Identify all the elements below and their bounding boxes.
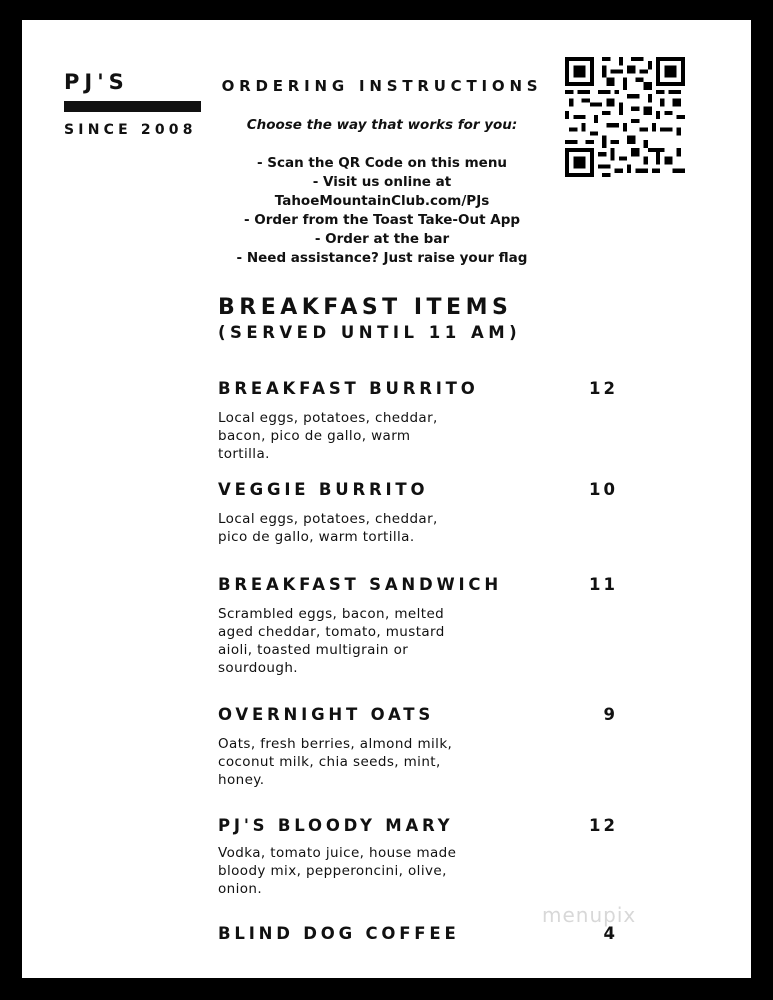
item-price: 12	[589, 379, 618, 398]
ordering-line: - Need assistance? Just raise your flag	[236, 250, 528, 266]
brand-since: SINCE 2008	[64, 122, 197, 138]
item-description: Local eggs, potatoes, cheddar, pico de gallo, warm tortilla.	[218, 511, 438, 545]
item-price: 4	[603, 924, 618, 943]
menu-item	[218, 478, 618, 546]
item-price: 12	[589, 816, 618, 835]
item-name: PJ'S BLOODY MARY	[218, 816, 454, 835]
ordering-line: - Order at the bar	[314, 231, 450, 247]
item-price: 10	[589, 480, 618, 499]
brand-name: PJ'S	[64, 70, 129, 94]
ordering-heading: ORDERING INSTRUCTIONS	[221, 77, 543, 95]
ordering-lines	[214, 154, 550, 268]
menu-page	[22, 20, 751, 978]
section-title: BREAKFAST ITEMS	[218, 295, 513, 320]
section-subtitle: (SERVED UNTIL 11 AM)	[218, 323, 522, 342]
ordering-line: - Order from the Toast Take-Out App	[243, 212, 521, 228]
item-description: Local eggs, potatoes, cheddar, bacon, pico de gallo, warm tortilla.	[218, 410, 438, 462]
ordering-subtitle: Choose the way that works for you:	[246, 117, 518, 133]
item-name: BREAKFAST BURRITO	[218, 379, 479, 398]
ordering-line[interactable]: TahoeMountainClub.com/PJs	[274, 193, 490, 209]
item-name: OVERNIGHT OATS	[218, 705, 435, 724]
brand-block	[64, 68, 201, 138]
item-price: 9	[603, 705, 618, 724]
watermark: menupix	[542, 903, 637, 927]
item-name: BLIND DOG COFFEE	[218, 924, 460, 943]
item-name: VEGGIE BURRITO	[218, 480, 429, 499]
item-description: Oats, fresh berries, almond milk, coconut milk, chia seeds, mint, honey.	[218, 736, 453, 788]
item-name: BREAKFAST SANDWICH	[218, 575, 502, 594]
item-description: Vodka, tomato juice, house made bloody mix, pepperoncini, olive, onion.	[218, 845, 457, 897]
ordering-instructions	[214, 75, 550, 268]
ordering-line: - Scan the QR Code on this menu	[256, 155, 508, 171]
ordering-line: - Visit us online at	[312, 174, 452, 190]
menu-item	[218, 573, 618, 677]
qr-code-icon[interactable]	[565, 57, 685, 177]
menu-item	[218, 703, 618, 789]
item-description: Scrambled eggs, bacon, melted aged cheddar, tomato, mustard aioli, toasted multigrain or sourdough.	[218, 606, 445, 676]
menu-item	[218, 814, 618, 898]
menu-item	[218, 377, 618, 463]
item-price: 11	[589, 575, 618, 594]
brand-divider	[64, 101, 201, 112]
